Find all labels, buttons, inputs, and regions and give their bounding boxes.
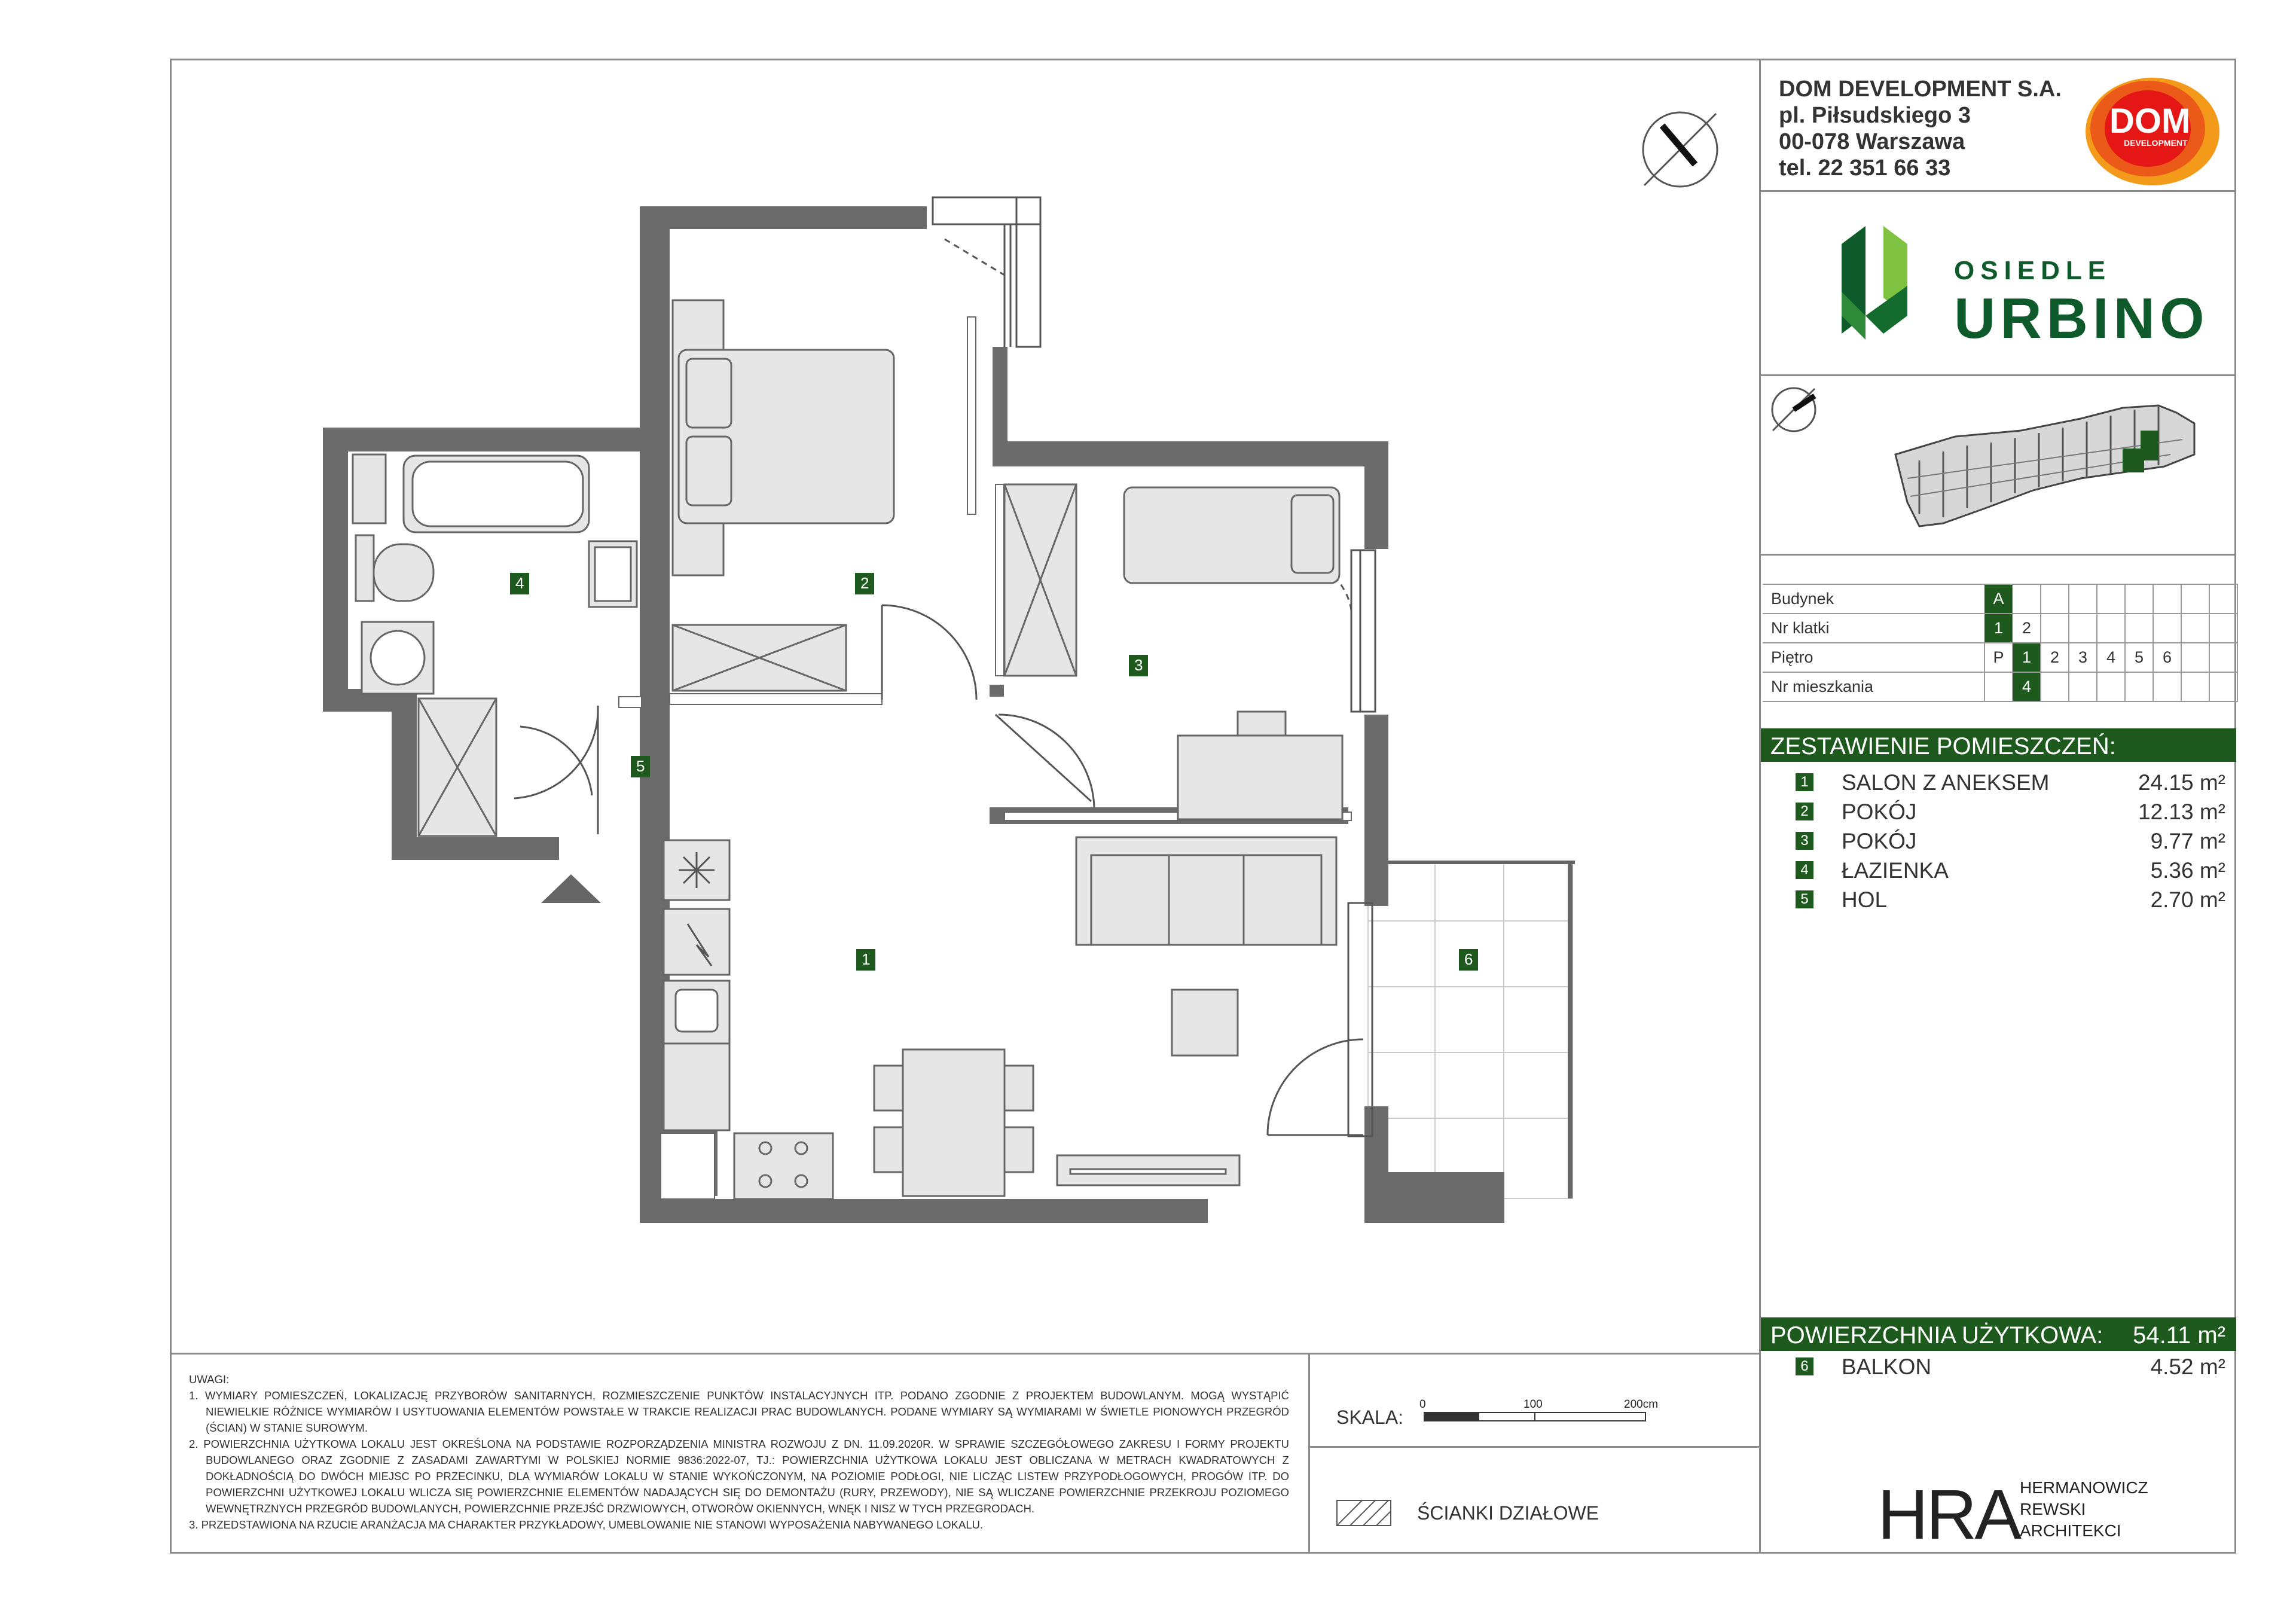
room-tag-6: 6 (1464, 950, 1473, 968)
total-band (1761, 1317, 2236, 1351)
company-city: 00-078 Warszawa (1779, 129, 1965, 154)
room-row (1761, 856, 2236, 886)
scale-bar (1423, 1411, 1668, 1429)
note-2: 2. POWIERZCHNIA UŻYTKOWA LOKALU JEST OKREŚLONA NA PODSTAWIE ROZPORZĄDZENIA MINISTRA ROZWOJU Z DN. 11.09.2020R. W SPRAWIE SZCZEGÓŁOWEGO ZAKRESU I FORMY PROJEKTU BUDOWLANEGO ORAZ ZGODNIE Z ZASADAMI ZAWARTYMI W POLSKIEJ NORMIE 9836:2022-07, TJ.: POWIERZCHNIA UŻYTKOWA LOKALU JEST OBLICZANA W METRACH KWADRATOWYCH Z DOKŁADNOŚCIĄ DO DWÓCH MIEJSC PO PRZECINKU, DLA WYMIARÓW LOKALU W STANIE WYKOŃCZONYM, NA POZIOMIE PODŁOGI, NIE LICZĄC LISTEW PRZYPODŁOGOWYCH, PROGÓW ITP. DO POWIERZCHNI UŻYTKOWEJ LOKALU WLICZA SIĘ POWIERZCHNIE ELEMENTÓW NADAJĄCYCH SIĘ DO DEMONTAŻU (RURY, PRZEWODY), NIE SĄ WLICZANE POWIERZCHNIE PRZEKROJU POZIOMEGO WEWNĘTRZNYCH PRZEGRÓD BUDOWLANYCH, POWIERZCHNIE PRZEJŚĆ DRZWIOWYCH, OTWORÓW OKIENNYCH, WNĘK I NISZ W TYCH PRZEGRODACH. (189, 1438, 1289, 1515)
notes-title: UWAGI: (189, 1373, 230, 1386)
divider-legend (1308, 1446, 1759, 1448)
scale-tick-100: 100 (1523, 1398, 1543, 1411)
project-line1: OSIEDLE (1954, 256, 2112, 285)
partition-hatch-icon (1336, 1500, 1391, 1529)
keyplan-compass-icon (1767, 383, 1821, 440)
location-cell (2125, 584, 2153, 614)
location-cell (2097, 614, 2125, 643)
architect-line1: HERMANOWICZ (2020, 1478, 2148, 1497)
room-name: POKÓJ (1842, 800, 1917, 824)
room-row (1761, 768, 2236, 798)
location-row (1763, 614, 2237, 643)
company-street: pl. Piłsudskiego 3 (1779, 103, 1971, 128)
room-area: 24.15 m² (2138, 770, 2225, 795)
logo-development-text: DEVELOPMENT (2124, 138, 2188, 148)
entrance-marker-icon (541, 874, 601, 903)
room-name: BALKON (1842, 1354, 1932, 1379)
divider-scale (1308, 1353, 1310, 1554)
location-cell: 2 (2041, 643, 2069, 672)
dom-development-logo (2081, 69, 2224, 188)
location-cell (2125, 672, 2153, 701)
legend-label: ŚCIANKI DZIAŁOWE (1417, 1502, 1599, 1524)
room-num: 3 (1796, 832, 1813, 850)
room-tag-3: 3 (1134, 656, 1143, 674)
logo-dom-text: DOM (2109, 102, 2191, 141)
location-cell: A (1984, 584, 2013, 614)
location-cell (2153, 672, 2181, 701)
location-cell: 3 (2069, 643, 2097, 672)
location-cell (2069, 584, 2097, 614)
room-area: 2.70 m² (2150, 887, 2225, 912)
location-cell (2041, 584, 2069, 614)
divider-company (1759, 190, 2236, 192)
location-cell (2181, 643, 2209, 672)
location-cell (2209, 643, 2237, 672)
summary-title: ZESTAWIENIE POMIESZCZEŃ: (1761, 728, 2236, 762)
architect-line2: REWSKI (2020, 1500, 2086, 1518)
note-3: 3. PRZEDSTAWIONA NA RZUCIE ARANŻACJA MA CHARAKTER PRZYKŁADOWY, UMEBLOWANIE NIE STANOWI WYPOSAŻENIA NABYWANEGO LOKALU. (189, 1518, 984, 1531)
location-table (1763, 584, 2238, 702)
location-cell (2153, 614, 2181, 643)
location-row-label: Piętro (1763, 643, 1984, 672)
building-keyplan (1883, 395, 2218, 541)
location-row (1763, 672, 2237, 701)
location-cell: 1 (1984, 614, 2013, 643)
location-cell: 4 (2013, 672, 2041, 701)
location-row-label: Nr klatki (1763, 614, 1984, 643)
location-cell (2097, 672, 2125, 701)
room-area: 5.36 m² (2150, 858, 2225, 883)
room-row (1761, 886, 2236, 915)
divider-project (1759, 374, 2236, 376)
room-tag-2: 2 (860, 574, 869, 592)
location-cell (2181, 584, 2209, 614)
location-cell: P (1984, 643, 2013, 672)
architect-line3: ARCHITEKCI (2020, 1521, 2121, 1540)
balcony-grid (1368, 862, 1575, 1198)
urbino-logo-mark (1836, 226, 1913, 343)
location-cell (2069, 614, 2097, 643)
location-cell (2125, 614, 2153, 643)
room-name: ŁAZIENKA (1842, 858, 1949, 883)
room-tag-5: 5 (636, 757, 645, 775)
note-1: 1. WYMIARY POMIESZCZEŃ, LOKALIZACJĘ PRZYBORÓW SANITARNYCH, ROZMIESZCZENIE PUNKTÓW INSTALACYJNYCH ITP. PODANO ZGODNIE Z PROJEKTEM BUDOWLANYM. MOGĄ WYSTĄPIĆ NIEWIELKIE RÓŻNICE WYMIARÓW I USYTUOWANIA ELEMENTÓW POWSTAŁE W TRAKCIE REALIZACJI PRAC BUDOWLANYCH. PODANE WYMIARY SĄ WYMIARAMI W ŚWIETLE PIONOWYCH PRZEGRÓD (ŚCIAN) W STANIE SUROWYM. (189, 1389, 1289, 1434)
location-cell: 6 (2153, 643, 2181, 672)
location-row (1763, 643, 2237, 672)
location-cell (2181, 614, 2209, 643)
room-area: 9.77 m² (2150, 829, 2225, 853)
room-num: 6 (1796, 1357, 1813, 1375)
company-name: DOM DEVELOPMENT S.A. (1779, 77, 2062, 102)
hra-logo: HRA (1877, 1475, 2020, 1554)
room-row-balcony (1761, 1353, 2236, 1382)
location-cell (2041, 614, 2069, 643)
location-cell: 2 (2013, 614, 2041, 643)
room-num: 4 (1796, 861, 1813, 879)
location-cell (2097, 584, 2125, 614)
project-line2: URBINO (1954, 286, 2209, 350)
scale-label: SKALA: (1336, 1407, 1404, 1428)
window-bedroom2 (933, 197, 1040, 347)
room-area: 4.52 m² (2150, 1354, 2225, 1379)
room-name: POKÓJ (1842, 829, 1917, 853)
scale-tick-0: 0 (1419, 1398, 1426, 1411)
location-cell (2153, 584, 2181, 614)
divider-keyplan (1759, 554, 2236, 556)
location-cell: 4 (2097, 643, 2125, 672)
room-tag-1: 1 (862, 950, 871, 968)
room-area: 12.13 m² (2138, 800, 2225, 824)
location-cell (2041, 672, 2069, 701)
location-cell (2013, 584, 2041, 614)
total-label: POWIERZCHNIA UŻYTKOWA: (1770, 1322, 2103, 1349)
location-cell (2181, 672, 2209, 701)
location-cell: 1 (2013, 643, 2041, 672)
company-phone: tel. 22 351 66 33 (1779, 155, 1951, 181)
location-row (1763, 584, 2237, 614)
location-cell (2069, 672, 2097, 701)
location-cell (2209, 672, 2237, 701)
location-row-label: Nr mieszkania (1763, 672, 1984, 701)
scale-tick-200: 200cm (1624, 1398, 1659, 1411)
room-tag-4: 4 (515, 574, 524, 592)
room-row (1761, 798, 2236, 827)
room-num: 2 (1796, 803, 1813, 820)
location-cell (2209, 584, 2237, 614)
room-name: HOL (1842, 887, 1888, 912)
location-cell (2209, 614, 2237, 643)
total-value: 54.11 m² (2133, 1322, 2225, 1349)
room-name: SALON Z ANEKSEM (1842, 770, 2050, 795)
room-num: 1 (1796, 773, 1813, 791)
north-compass-icon (1643, 112, 1717, 187)
location-cell (1984, 672, 2013, 701)
room-num: 5 (1796, 890, 1813, 908)
location-cell: 5 (2125, 643, 2153, 672)
notes (189, 1371, 1289, 1533)
location-row-label: Budynek (1763, 584, 1984, 614)
room-list (1761, 768, 2236, 915)
room-row (1761, 827, 2236, 856)
